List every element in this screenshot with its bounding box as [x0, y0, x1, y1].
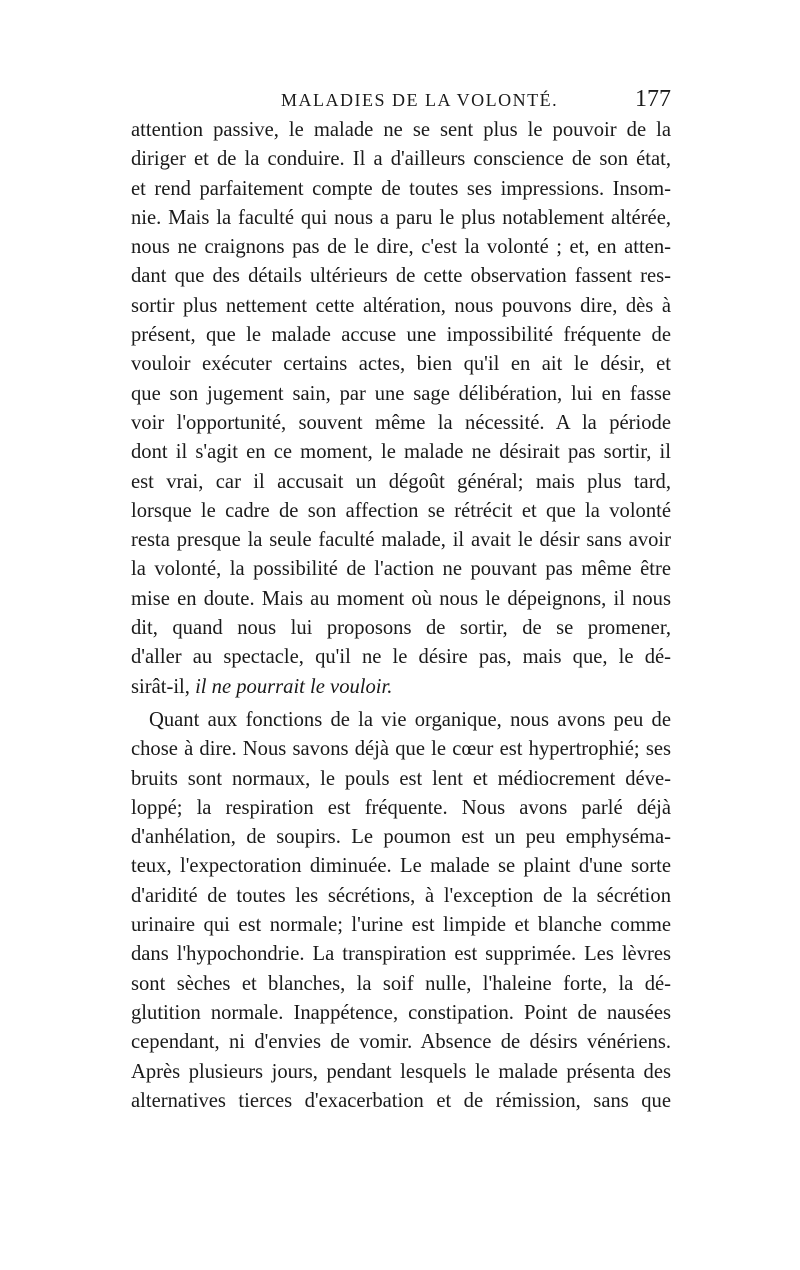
text-line: glutition normale. Inappétence, constipation. Point de nausées: [131, 1001, 671, 1024]
text-line: que son jugement sain, par une sage délibération, lui en fasse: [131, 382, 671, 405]
text-line: présent, que le malade accuse une impossibilité fréquente de: [131, 324, 671, 347]
text-line: vouloir exécuter certains actes, bien qu'il en ait le désir, et: [131, 353, 671, 376]
text-line: loppé; la respiration est fréquente. Nous avons parlé déjà: [131, 796, 671, 819]
text-line: voir l'opportunité, souvent même la nécessité. A la période: [131, 411, 671, 434]
text-line: dont il s'agit en ce moment, le malade ne désirait pas sortir, il: [131, 441, 671, 464]
text-line: cependant, ni d'envies de vomir. Absence de désirs vénériens.: [131, 1031, 671, 1054]
text-line: alternatives tierces d'exacerbation et de rémission, sans que: [131, 1089, 671, 1112]
text-line: d'aller au spectacle, qu'il ne le désire pas, mais que, le dé-: [131, 646, 671, 669]
paragraph: [131, 706, 671, 1116]
text-line: Après plusieurs jours, pendant lesquels le malade présenta des: [131, 1060, 671, 1083]
text-line: bruits sont normaux, le pouls est lent et médiocrement déve-: [131, 767, 671, 790]
text-line: Quant aux fonctions de la vie organique, nous avons peu de: [149, 708, 671, 731]
paragraph: [131, 116, 671, 702]
text-line: mise en doute. Mais au moment où nous le dépeignons, il nous: [131, 587, 671, 610]
text-line: dans l'hypochondrie. La transpiration est supprimée. Les lèvres: [131, 943, 671, 966]
text-line: dant que des détails ultérieurs de cette observation fassent res-: [131, 265, 671, 288]
text-line: diriger et de la conduire. Il a d'ailleurs conscience de son état,: [131, 148, 671, 171]
text-line: urinaire qui est normale; l'urine est limpide et blanche comme: [131, 914, 671, 937]
text-line-prefix: sirât-il,: [131, 675, 196, 698]
text-line: nie. Mais la faculté qui nous a paru le plus notablement altérée,: [131, 206, 671, 229]
page-number: 177: [635, 86, 671, 112]
text-line: la volonté, la possibilité de l'action ne pouvant pas même être: [131, 558, 671, 581]
text-line: chose à dire. Nous savons déjà que le cœur est hypertrophié; ses: [131, 738, 671, 761]
running-title: MALADIES DE LA VOLONTÉ.: [281, 90, 559, 110]
text-line: dit, quand nous lui proposons de sortir, de se promener,: [131, 617, 671, 640]
text-line: resta presque la seule faculté malade, il avait le désir sans avoir: [131, 529, 671, 552]
text-line: d'aridité de toutes les sécrétions, à l'exception de la sécrétion: [131, 884, 671, 907]
text-line: est vrai, car il accusait un dégoût général; mais plus tard,: [131, 470, 671, 493]
text-line: nous ne craignons pas de le dire, c'est la volonté ; et, en atten-: [131, 236, 671, 259]
text-line: teux, l'expectoration diminuée. Le malade se plaint d'une sorte: [131, 855, 671, 878]
body-text: [131, 116, 671, 1116]
text-line: lorsque le cadre de son affection se rétrécit et que la volonté: [131, 499, 671, 522]
text-line: et rend parfaitement compte de toutes ses impressions. Insom-: [131, 177, 671, 200]
text-line: attention passive, le malade ne se sent plus le pouvoir de la: [131, 119, 671, 141]
italic-quote: il ne pourrait le vouloir.: [195, 675, 393, 698]
text-line: d'anhélation, de soupirs. Le poumon est un peu emphyséma-: [131, 826, 671, 849]
text-line: sortir plus nettement cette altération, nous pouvons dire, dès à: [131, 294, 671, 317]
text-line-last: [131, 673, 671, 702]
text-line: sont sèches et blanches, la soif nulle, l'haleine forte, la dé-: [131, 972, 671, 995]
